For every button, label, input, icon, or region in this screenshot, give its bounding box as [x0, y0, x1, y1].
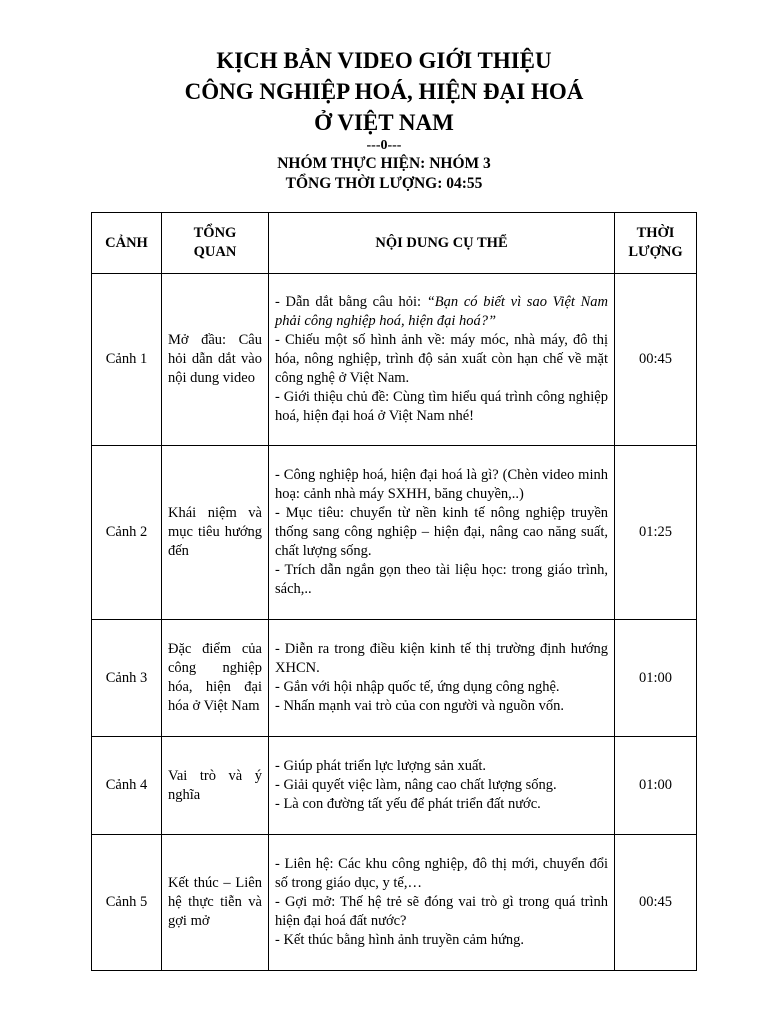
header-overview-line-1: TỔNG — [193, 225, 237, 241]
content-cell — [269, 737, 615, 835]
content-line: - Giúp phát triển lực lượng sản xuất. — [275, 758, 487, 774]
content-line: - Nhấn mạnh vai trò của con người và nguồn vốn. — [275, 698, 564, 714]
scene-cell: Cảnh 1 — [92, 274, 162, 446]
scene-cell: Cảnh 2 — [92, 446, 162, 620]
content-line: - Mục tiêu: chuyển từ nền kinh tế nông nghiệp truyền thống sang công nghiệp – hiện đại, nâng cao năng suất, chất lượng sống. — [275, 505, 608, 559]
table-row — [92, 274, 697, 446]
table-row — [92, 835, 697, 971]
header-duration-line-1: THỜI — [636, 225, 675, 241]
scene-cell: Cảnh 5 — [92, 835, 162, 971]
header-overview — [162, 213, 269, 274]
overview-cell: Kết thúc – Liên hệ thực tiễn và gợi mở — [162, 835, 269, 971]
document-title-line-2: CÔNG NGHIỆP HOÁ, HIỆN ĐẠI HOÁ — [184, 79, 584, 104]
content-line: - Là con đường tất yếu để phát triển đất nước. — [275, 796, 541, 812]
duration-cell: 00:45 — [615, 835, 697, 971]
content-line: - Liên hệ: Các khu công nghiệp, đô thị mới, chuyển đổi số trong giáo dục, y tế,… — [275, 856, 608, 891]
document-title-line-3: Ở VIỆT NAM — [314, 110, 454, 135]
content-line: - Kết thúc bằng hình ảnh truyền cảm hứng. — [275, 932, 525, 948]
content-line: - Trích dẫn ngắn gọn theo tài liệu học: trong giáo trình, sách,.. — [275, 562, 608, 597]
content-quote: “Bạn có biết vì sao Việt Nam phải công nghiệp hoá, hiện đại hoá?” — [275, 294, 608, 329]
content-cell — [269, 620, 615, 737]
document-title-line-1: KỊCH BẢN VIDEO GIỚI THIỆU — [216, 48, 552, 73]
content-line: - Công nghiệp hoá, hiện đại hoá là gì? (Chèn video minh hoạ: cảnh nhà máy SXHH, băng chuyền,..) — [275, 467, 608, 502]
content-line: - Giải quyết việc làm, nâng cao chất lượng sống. — [275, 777, 557, 793]
scene-cell: Cảnh 3 — [92, 620, 162, 737]
content-line: - Diễn ra trong điều kiện kinh tế thị trường định hướng XHCN. — [275, 641, 608, 676]
content-line: - Gợi mở: Thế hệ trẻ sẽ đóng vai trò gì trong quá trình hiện đại hoá đất nước? — [275, 894, 608, 929]
content-prefix: - Dẫn dắt bằng câu hỏi: — [275, 294, 427, 310]
content-line: - Giới thiệu chủ đề: Cùng tìm hiểu quá trình công nghiệp hoá, hiện đại hoá ở Việt Nam nhé! — [275, 389, 608, 424]
table-header-row — [92, 213, 697, 274]
header-scene: CẢNH — [92, 213, 162, 274]
duration-cell: 01:00 — [615, 737, 697, 835]
content-cell — [269, 274, 615, 446]
script-table — [91, 212, 697, 971]
content-cell — [269, 446, 615, 620]
header-overview-line-2: QUAN — [193, 244, 237, 260]
content-cell — [269, 835, 615, 971]
overview-cell: Vai trò và ý nghĩa — [162, 737, 269, 835]
overview-cell: Khái niệm và mục tiêu hướng đến — [162, 446, 269, 620]
separator: ---0--- — [366, 138, 402, 153]
header-duration-line-2: LƯỢNG — [628, 244, 683, 260]
document-header — [0, 45, 768, 194]
duration-cell: 01:00 — [615, 620, 697, 737]
content-line: - Chiếu một số hình ảnh về: máy móc, nhà máy, đô thị hóa, nông nghiệp, trình độ sản xuất còn hạn chế về mặt công nghệ ở Việt Nam. — [275, 332, 608, 386]
overview-cell: Mở đầu: Câu hỏi dẫn dắt vào nội dung video — [162, 274, 269, 446]
content-line: - Gắn với hội nhập quốc tế, ứng dụng công nghệ. — [275, 679, 560, 695]
total-duration-line: TỔNG THỜI LƯỢNG: 04:55 — [285, 175, 483, 192]
header-duration — [615, 213, 697, 274]
content-line — [275, 293, 608, 331]
group-line: NHÓM THỰC HIỆN: NHÓM 3 — [277, 155, 491, 172]
table-row — [92, 620, 697, 737]
scene-cell: Cảnh 4 — [92, 737, 162, 835]
duration-cell: 01:25 — [615, 446, 697, 620]
table-row — [92, 446, 697, 620]
header-content: NỘI DUNG CỤ THỂ — [269, 213, 615, 274]
overview-cell: Đặc điểm của công nghiệp hóa, hiện đại hóa ở Việt Nam — [162, 620, 269, 737]
duration-cell: 00:45 — [615, 274, 697, 446]
table-row — [92, 737, 697, 835]
